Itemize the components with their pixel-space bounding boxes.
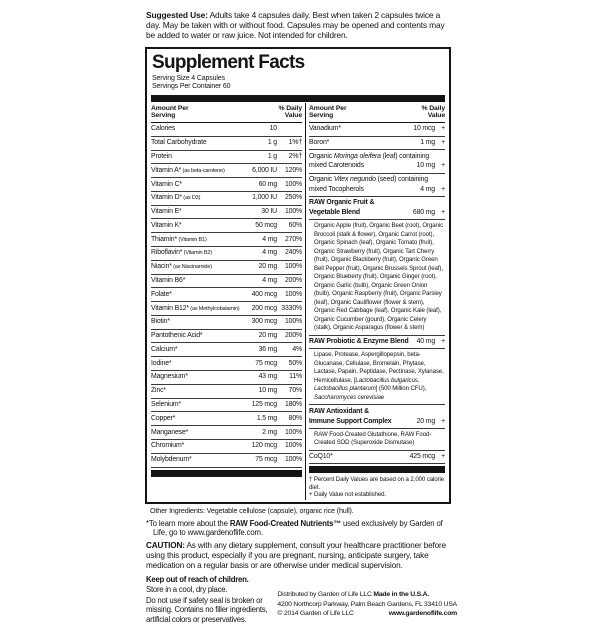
nutrient-row	[151, 371, 302, 385]
nutrient-name: Copper*	[151, 414, 176, 422]
nutrient-name: Calories	[151, 125, 176, 133]
nutrient-amount: 1 mg	[420, 138, 435, 146]
nutrient-row-line	[309, 337, 445, 347]
nutrient-name: Vitamin C*	[151, 180, 182, 188]
nutrient-dv: 100%	[284, 263, 302, 271]
header-line: % Daily	[278, 104, 302, 112]
footnote-line: † Percent Daily Values are based on a 2,000 calorie diet.	[309, 476, 445, 491]
nutrient-row	[151, 440, 302, 454]
storage-note: Store in a cool, dry place.	[146, 584, 228, 594]
nutrient-dv: 250%	[284, 194, 302, 202]
nutrient-row	[151, 399, 302, 413]
ingredient-text: Organic	[309, 175, 334, 183]
ingredient-text: (leaf) containing	[380, 152, 430, 160]
nutrient-name: Vitamin A* (as beta-carotene)	[151, 166, 225, 174]
caution-label: CAUTION:	[146, 541, 185, 551]
nutrient-note: (as beta-carotene)	[181, 167, 225, 174]
nutrient-name: Manganese*	[151, 428, 189, 436]
nutrient-dv: 180%	[284, 401, 302, 408]
nutrient-amount: 40 mg	[416, 338, 435, 346]
nutrient-name: mixed Tocopherols	[309, 185, 364, 193]
nutrient-dv: +	[441, 185, 445, 193]
made-in-usa: Made in the U.S.A.	[373, 591, 430, 599]
nutrient-name: CoQ10*	[309, 453, 333, 461]
nutrient-row	[309, 137, 445, 151]
right-nutrient-rows	[309, 123, 445, 500]
nutrient-name: Protein	[151, 152, 172, 160]
daily-value-header	[279, 105, 302, 120]
nutrient-dv: 80%	[288, 414, 302, 422]
amount-per-serving-header	[151, 105, 189, 120]
nutrient-name: Boron*	[309, 138, 330, 146]
nutrient-row	[151, 164, 302, 178]
nutrient-name: Chromium*	[151, 442, 185, 450]
nutrient-note: (Vitamin B1)	[177, 236, 207, 243]
ingredient-text: Organic	[309, 152, 334, 160]
nutrient-dv: 1%†	[288, 139, 302, 147]
nutrient-row	[151, 454, 302, 468]
nutrient-amount: 10 mg	[416, 162, 435, 170]
header-line: Amount Per	[309, 104, 347, 112]
ingredient-text: Moringa oleifera	[333, 152, 381, 160]
nutrient-row	[309, 197, 445, 220]
nutrient-name: Biotin*	[151, 318, 170, 326]
nutrient-row	[151, 288, 302, 302]
left-nutrient-rows	[151, 123, 302, 468]
header-line: Amount Per	[151, 104, 189, 112]
nutrient-note: (as Methylcobalamin)	[188, 305, 240, 312]
nutrient-row	[309, 451, 445, 465]
nutrient-amount: 1 g	[267, 139, 277, 147]
raw-nutrients-note	[146, 519, 453, 538]
nutrient-row-line	[309, 138, 445, 148]
nutrient-amount: 10	[269, 125, 277, 133]
nutrient-dv: 70%	[288, 387, 302, 395]
nutrient-row	[151, 233, 302, 247]
nutrient-name: Niacin* (as Niacinamide)	[151, 263, 212, 271]
nutrient-row-line	[309, 452, 445, 462]
nutrient-dv: +	[441, 417, 445, 425]
divider-bar	[151, 470, 302, 477]
ingredient-text: Lactobacillus bulgaricus	[355, 376, 418, 384]
nutrient-dv: 4%	[292, 345, 302, 353]
nutrient-name: Vitamin K*	[151, 221, 182, 229]
nutrient-name: Zinc*	[151, 387, 166, 395]
nutrient-amount: 43 mg	[258, 373, 277, 381]
other-ingredients: Other Ingredients: Vegetable cellulose (capsule), organic rice (hull).	[150, 506, 354, 516]
nutrient-row	[151, 206, 302, 220]
nutrient-name: Vitamin E*	[151, 208, 182, 216]
header-line: Value	[284, 112, 302, 120]
nutrient-amount: 10 mg	[258, 387, 277, 395]
nutrient-dv: 3330%	[281, 304, 302, 312]
header-line: Value	[427, 112, 445, 120]
nutrient-dv: 11%	[289, 373, 302, 381]
ingredient-text: ,	[417, 376, 420, 384]
nutrient-row-line	[309, 208, 445, 218]
left-column-header	[151, 103, 302, 123]
supplement-label	[145, 8, 457, 625]
panel-title: Supplement Facts	[152, 51, 305, 73]
nutrient-row	[151, 316, 302, 330]
website-url: www.gardenoflife.com	[388, 610, 457, 618]
nutrient-name: Molybdenum*	[151, 456, 192, 464]
nutrient-note: (as Niacinamide)	[171, 264, 212, 271]
nutrient-row-line	[309, 407, 445, 417]
nutrient-dv: +	[441, 162, 445, 170]
nutrient-amount: 20 mg	[258, 332, 277, 340]
nutrient-dv: 270%	[284, 235, 302, 243]
nutrient-row	[151, 330, 302, 344]
nutrient-row	[151, 426, 302, 440]
nutrient-dv: 100%	[284, 456, 302, 464]
nutrient-name: Selenium*	[151, 401, 182, 408]
nutrient-name: RAW Antioxidant &	[309, 407, 369, 415]
nutrient-name: Pantothenic Acid*	[151, 332, 203, 340]
daily-value-footnote	[309, 474, 445, 500]
nutrient-note: (as D3)	[181, 195, 201, 202]
blend-ingredients: RAW Food-Created Glutathione, RAW Food-Created SOD (Superoxide Dismutase)	[309, 429, 445, 451]
nutrient-name: Vitamin D* (as D3)	[151, 194, 201, 202]
serving-size: Serving Size 4 Capsules	[152, 74, 225, 82]
ingredient-text: Vitex negundo	[333, 175, 376, 183]
nutrient-dv: 100%	[284, 290, 302, 298]
nutrient-row-line	[309, 152, 445, 162]
keep-out-warning: Keep out of reach of children.	[146, 575, 249, 585]
ingredient-text: RAW Food-Created Nutrients™	[229, 518, 341, 528]
blend-ingredients	[309, 349, 445, 405]
nutrient-note: (Vitamin B2)	[182, 250, 212, 257]
nutrient-dv: +	[441, 125, 445, 133]
nutrient-row	[151, 302, 302, 316]
nutrient-row	[151, 123, 302, 137]
nutrient-row-line	[309, 161, 445, 171]
nutrient-name: Total Carbohydrate	[151, 139, 207, 147]
nutrient-row	[151, 151, 302, 165]
nutrient-amount: 120 mcg	[251, 442, 277, 450]
nutrient-name: mixed Carotenoids	[309, 162, 364, 170]
nutrient-dv: 100%	[284, 318, 302, 326]
nutrient-amount: 4 mg	[262, 276, 277, 284]
amount-per-serving-header	[309, 105, 347, 120]
ingredient-text: ] (500 Million CFU),	[375, 385, 427, 393]
nutrient-amount: 400 mcg	[251, 290, 277, 298]
ingredient-text: Saccharomyces cerevisiae	[314, 393, 385, 401]
nutrient-dv: 60%	[288, 221, 302, 229]
nutrient-amount: 36 mg	[258, 345, 277, 353]
nutrient-dv: 200%	[284, 276, 302, 284]
seal-warning: Do not use if safety seal is broken or missing. Contains no filler ingredients, artificial colors or preservatives.	[146, 595, 268, 625]
nutrient-amount: 1.5 mg	[256, 414, 277, 422]
nutrient-amount: 1 g	[267, 152, 277, 160]
nutrient-amount: 20 mg	[258, 263, 277, 271]
nutrient-dv: 100%	[284, 442, 302, 450]
nutrient-name: Calcium*	[151, 345, 178, 353]
nutrient-name: RAW Organic Fruit &	[309, 199, 375, 207]
right-column	[305, 103, 445, 500]
header-line: % Daily	[421, 104, 445, 112]
distributor-info	[277, 590, 457, 625]
nutrient-amount: 30 IU	[261, 208, 277, 216]
nutrient-dv: 50%	[288, 359, 302, 367]
suggested-use-text: Adults take 4 capsules daily. Best when taken 2 capsules twice a day. May be taken with or without food. Capsules may be opened and contents may be added to water or raw juice. Not intended for children.	[146, 10, 445, 41]
suggested-use-label: Suggested Use:	[146, 10, 208, 20]
nutrient-name: Vitamin B12* (as Methylcobalamin)	[151, 304, 240, 312]
nutrient-name: Immune Support Complex	[309, 417, 392, 425]
nutrient-amount: 6,000 IU	[252, 166, 277, 174]
nutrient-dv: +	[441, 209, 445, 217]
nutrient-row	[309, 150, 445, 173]
ingredient-text: *To learn more about the	[146, 518, 230, 528]
nutrient-row	[309, 336, 445, 350]
nutrient-row-line	[309, 198, 445, 208]
nutrient-dv: +	[441, 453, 445, 461]
right-column-header	[309, 103, 445, 123]
nutrient-amount: 20 mg	[416, 417, 435, 425]
nutrient-name: Vitamin B6*	[151, 276, 186, 284]
suggested-use	[146, 10, 452, 41]
ingredient-text: used exclusively by Garden of Life, go to www.gardenoflife.com.	[153, 518, 443, 538]
nutrient-row-line	[309, 185, 445, 195]
nutrient-amount: 425 mcg	[409, 453, 435, 461]
nutrient-amount: 4 mg	[262, 249, 277, 257]
nutrient-dv: 100%	[284, 208, 302, 216]
nutrient-row	[151, 412, 302, 426]
copyright-text: © 2014 Garden of Life LLC	[277, 610, 354, 618]
nutrient-row-line	[309, 417, 445, 427]
supplement-facts-panel	[145, 47, 451, 504]
nutrient-row	[151, 219, 302, 233]
nutrient-row-line	[309, 124, 445, 134]
nutrient-row	[151, 275, 302, 289]
nutrient-amount: 125 mcg	[251, 401, 277, 408]
nutrient-row-line	[309, 175, 445, 185]
nutrient-name	[309, 175, 445, 185]
nutrient-amount: 60 mg	[258, 180, 277, 188]
nutrient-name: RAW Probiotic & Enzyme Blend	[309, 338, 409, 346]
distributor-line	[277, 590, 457, 600]
nutrient-name: Riboflavin* (Vitamin B2)	[151, 249, 212, 257]
ingredient-text: Lipase, Protease, Aspergillopepsin, beta-Glucanase, Cellulase, Bromelain, Phytase, Lactase, Papain, Peptidase, Pectinase, Xylanase, Hemicellulase, [	[314, 351, 444, 384]
distributor-address: 4200 Northcorp Parkway, Palm Beach Gardens, FL 33410 USA	[277, 600, 457, 608]
caution-text	[146, 541, 452, 571]
nutrient-dv: +	[441, 338, 445, 346]
nutrient-row	[151, 178, 302, 192]
nutrient-row	[309, 174, 445, 197]
nutrient-dv: 100%	[284, 428, 302, 436]
nutrient-row	[151, 357, 302, 371]
nutrient-row	[151, 192, 302, 206]
nutrient-name: Folate*	[151, 290, 172, 298]
divider-bar	[151, 95, 445, 102]
nutrient-dv: 200%	[284, 332, 302, 340]
nutrient-amount: 10 mcg	[413, 125, 435, 133]
ingredient-text: (seed) containing	[375, 175, 428, 183]
nutrient-row	[309, 123, 445, 137]
nutrient-amount: 75 mcg	[255, 456, 277, 464]
nutrient-row	[151, 247, 302, 261]
nutrient-dv: 2%†	[288, 152, 302, 160]
divider-bar	[309, 466, 445, 473]
nutrient-row	[151, 385, 302, 399]
nutrient-row	[151, 261, 302, 275]
nutrient-row	[151, 343, 302, 357]
copyright-line	[277, 609, 457, 619]
nutrient-name	[309, 152, 445, 162]
nutrient-amount: 75 mcg	[255, 359, 277, 367]
nutrient-amount: 2 mg	[262, 428, 277, 436]
facts-columns	[151, 103, 445, 500]
distributor-text: Distributed by Garden of Life LLC	[277, 591, 374, 599]
nutrient-amount: 4 mg	[262, 235, 277, 243]
caution-body: As with any dietary supplement, consult your healthcare practitioner before using this product, especially if you are pregnant, nursing, anticipate surgery, take medication on a regular basis or are otherwise under medical supervision.	[146, 541, 447, 571]
nutrient-amount: 50 mcg	[255, 221, 277, 229]
nutrient-name: Vanadium*	[309, 125, 341, 133]
nutrient-row	[151, 137, 302, 151]
servings-per-container: Servings Per Container 60	[152, 83, 231, 91]
header-line: Serving	[309, 112, 334, 120]
nutrient-dv: 120%	[284, 166, 302, 174]
nutrient-dv: 100%	[284, 180, 302, 188]
daily-value-header	[422, 105, 445, 120]
nutrient-row	[309, 405, 445, 428]
nutrient-name: Vegetable Blend	[309, 209, 360, 217]
nutrient-amount: 300 mcg	[251, 318, 277, 326]
nutrient-dv: 240%	[284, 249, 302, 257]
nutrient-amount: 1,000 IU	[252, 194, 277, 202]
nutrient-dv: +	[441, 138, 445, 146]
nutrient-amount: 200 mcg	[251, 304, 277, 312]
footer	[145, 575, 457, 625]
nutrient-amount: 680 mg	[412, 209, 435, 217]
header-line: Serving	[151, 112, 176, 120]
nutrient-name: Iodine*	[151, 359, 172, 367]
ingredient-text: Lactobacillus plantarum	[314, 385, 376, 393]
blend-ingredients: Organic Apple (fruit), Organic Beet (root), Organic Broccoli (stalk & flower), Organic Carrot (root), Organic Spinach (leaf), Organic Tomato (fruit), Organic Strawberry (fruit), Organic Tart Cherry (fruit), Organic Blackberry (fruit), Organic Green Bell Pepper (fruit), Organic Brussels Sprout (leaf), Organic Blueberry (fruit), Organic Ginger (root), Organic Garlic (bulb), Organic Green Onion (bulb), Organic Raspberry (fruit), Organic Parsley (leaf), Organic Cauliflower (flower & stem), Organic Red Cabbage (leaf), Organic Kale (leaf), Organic Cucumber (gourd), Organic Celery (stalk), Organic Asparagus (flower & stem)	[309, 220, 445, 336]
storage-warnings	[146, 575, 271, 625]
nutrient-amount: 4 mg	[420, 185, 435, 193]
footnote-line: + Daily Value not established.	[309, 491, 387, 499]
nutrient-name: Thiamin* (Vitamin B1)	[151, 235, 207, 243]
nutrient-name: Magnesium*	[151, 373, 188, 381]
left-column	[151, 103, 305, 500]
